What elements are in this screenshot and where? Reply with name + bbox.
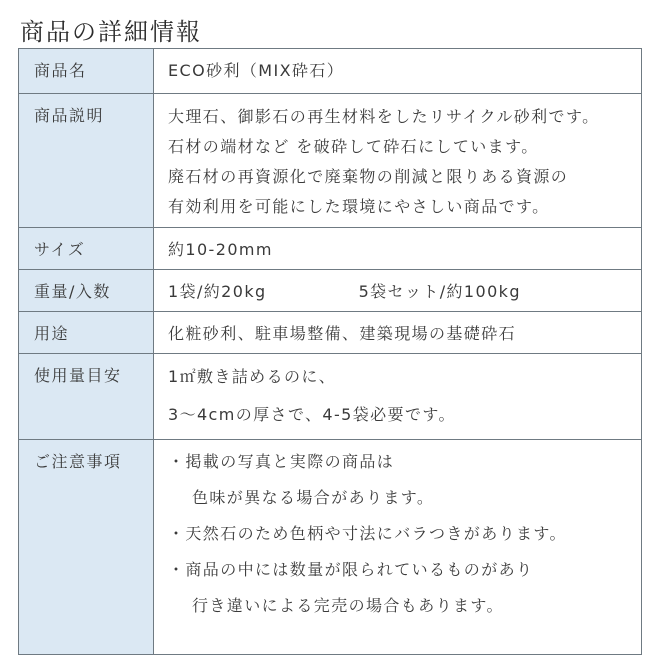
description-line: 石材の端材など を破砕して砕石にしています。 (168, 137, 539, 156)
amount-line: 3～4cmの厚さで、4-5袋必要です。 (168, 405, 456, 424)
spec-label-use: 用途 (19, 312, 154, 353)
notes-line: 行き違いによる完売の場合もあります。 (192, 596, 504, 615)
product-spec-table (18, 48, 642, 655)
spec-row-notes (19, 439, 641, 654)
spec-label-amount: 使用量目安 (19, 354, 154, 439)
notes-line: ・天然石のため色柄や寸法にバラつきがあります。 (168, 524, 567, 543)
spec-row-weight (19, 269, 641, 311)
spec-value-weight (154, 270, 641, 311)
notes-line: ・商品の中には数量が限られているものがあり (168, 560, 534, 579)
spec-label-notes: ご注意事項 (19, 440, 154, 654)
description-line: 有効利用を可能にした環境にやさしい商品です。 (168, 197, 550, 216)
spec-row-size (19, 227, 641, 269)
spec-row-amount (19, 353, 641, 439)
description-line: 廃石材の再資源化で廃棄物の削減と限りある資源の (168, 167, 569, 186)
spec-value-amount (154, 354, 641, 439)
spec-value-size: 約10-20mm (168, 240, 273, 259)
spec-row-description (19, 93, 641, 227)
spec-value-use: 化粧砂利、駐車場整備、建築現場の基礎砕石 (168, 324, 517, 343)
description-line: 大理石、御影石の再生材料をしたリサイクル砂利です。 (168, 107, 600, 126)
weight-set: 5袋セット/約100kg (358, 282, 521, 301)
spec-label-weight: 重量/入数 (19, 270, 154, 311)
spec-value-notes (154, 440, 641, 654)
notes-line: ・掲載の写真と実際の商品は (168, 452, 395, 471)
spec-label-name: 商品名 (19, 49, 154, 93)
page-title: 商品の詳細情報 (20, 18, 202, 46)
spec-label-description: 商品説明 (19, 94, 154, 227)
spec-row-name (19, 49, 641, 93)
spec-row-use (19, 311, 641, 353)
weight-single: 1袋/約20kg (168, 282, 267, 301)
amount-line: 1㎡敷き詰めるのに、 (168, 367, 337, 386)
spec-label-size: サイズ (19, 228, 154, 269)
spec-value-name: ECO砂利（MIX砕石） (168, 61, 345, 80)
spec-value-description (154, 94, 641, 227)
notes-line: 色味が異なる場合があります。 (192, 488, 435, 507)
